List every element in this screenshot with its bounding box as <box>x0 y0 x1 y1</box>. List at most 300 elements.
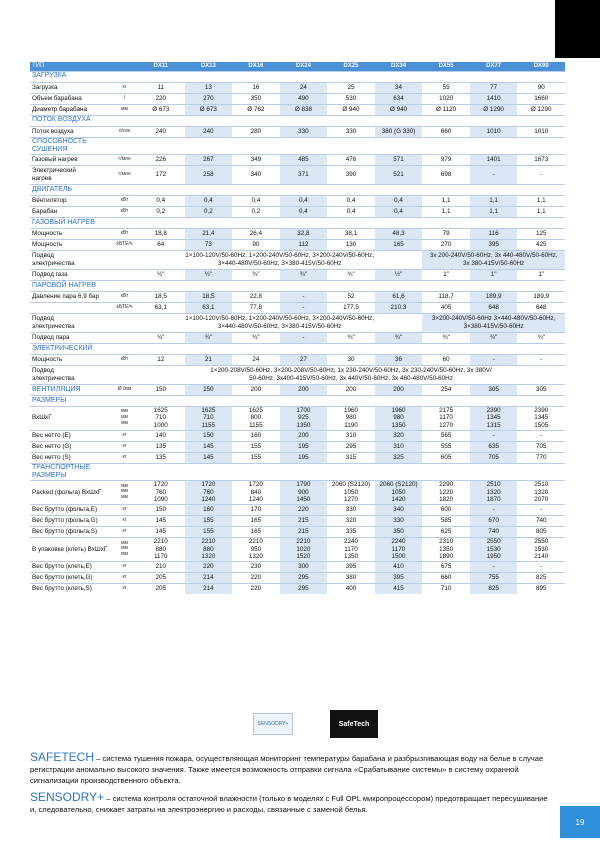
value-cell: 254 <box>422 384 470 395</box>
row-label: Подвод электричества <box>30 313 112 332</box>
row-unit: Ø /мм <box>112 384 137 395</box>
value-cell: 1,1 <box>517 195 565 206</box>
value-cell: 634 <box>375 93 423 104</box>
value-cell: 267 <box>185 154 233 165</box>
row-unit: мм мм мм <box>112 480 137 504</box>
value-cell: 165 <box>232 526 280 537</box>
value-cell: 214 <box>185 583 233 594</box>
value-cell: 1010 <box>470 126 518 137</box>
table-row <box>30 302 565 313</box>
value-cell: 112 <box>280 239 328 250</box>
sensodry-logo: SENSODRY+ <box>253 713 293 735</box>
value-cell: 52 <box>327 291 375 302</box>
value-cell: 25 <box>327 82 375 93</box>
table-row <box>30 526 565 537</box>
row-label: Подвод пара <box>30 332 112 343</box>
row-unit: кг <box>112 504 137 515</box>
value-cell: 0,4 <box>375 195 423 206</box>
value-cell: 77,8 <box>232 302 280 313</box>
section-title: РАЗМЕРЫ <box>30 395 565 406</box>
table-row <box>30 384 565 395</box>
value-cell: 220 <box>232 583 280 594</box>
section-title: ТРАНСПОРТНЫЕ РАЗМЕРЫ <box>30 463 565 480</box>
value-cell: 270 <box>422 239 470 250</box>
value-cell: 1" <box>422 269 470 280</box>
row-unit: кВт <box>112 206 137 217</box>
value-cell: 648 <box>470 302 518 313</box>
value-cell: 670 <box>470 515 518 526</box>
value-cell: 21,4 <box>185 228 233 239</box>
value-cell: 1,1 <box>517 206 565 217</box>
value-cell: 340 <box>375 504 423 515</box>
section-title: ЗАГРУЗКА <box>30 71 565 82</box>
value-cell: 172 <box>137 165 185 184</box>
section-row <box>30 71 565 82</box>
value-cell: 2210 880 1320 <box>185 537 233 561</box>
value-cell: 330 <box>327 504 375 515</box>
row-unit: л/сек <box>112 126 137 137</box>
value-cell: 280 <box>232 126 280 137</box>
value-cell: 600 <box>422 504 470 515</box>
row-label: Поток воздуха <box>30 126 112 137</box>
value-cell: 415 <box>375 583 423 594</box>
value-cell: 18,5 <box>185 291 233 302</box>
value-cell: ¾" <box>422 332 470 343</box>
value-cell: 1720 840 1240 <box>232 480 280 504</box>
value-cell: 32,8 <box>280 228 328 239</box>
value-cell: 2210 950 1320 <box>232 537 280 561</box>
value-cell: 0,4 <box>375 206 423 217</box>
row-unit: кг <box>112 430 137 441</box>
table-row <box>30 406 565 430</box>
value-cell: 226 <box>137 154 185 165</box>
value-cell: 118,7 <box>422 291 470 302</box>
value-cell: 48,3 <box>375 228 423 239</box>
value-cell: 2390 1345 1315 <box>470 406 518 430</box>
value-cell: Ø 673 <box>185 104 233 115</box>
row-label: Подвод электричества <box>30 365 112 384</box>
value-cell: 200 <box>375 384 423 395</box>
value-cell: - <box>280 332 328 343</box>
value-cell: 390 <box>327 165 375 184</box>
row-label: Электрический нагрев <box>30 165 112 184</box>
value-cell: 210 <box>137 561 185 572</box>
value-cell: 295 <box>327 441 375 452</box>
value-cell: 1960 980 1190 <box>327 406 375 430</box>
value-cell: 150 <box>137 504 185 515</box>
value-cell: 0,4 <box>280 195 328 206</box>
value-cell: 330 <box>375 515 423 526</box>
value-cell: 400 <box>327 583 375 594</box>
header-model: DX16 <box>232 62 280 71</box>
value-cell: 155 <box>232 441 280 452</box>
value-cell: 200 <box>280 430 328 441</box>
value-cell: 0,4 <box>137 195 185 206</box>
table-row <box>30 104 565 115</box>
row-unit: kБТЕ/ч <box>112 302 137 313</box>
value-cell: 270 <box>185 93 233 104</box>
value-cell: 1" <box>517 269 565 280</box>
value-cell: 150 <box>185 384 233 395</box>
value-cell: Ø 940 <box>327 104 375 115</box>
value-cell: 979 <box>422 154 470 165</box>
section-row <box>30 217 565 228</box>
row-label: Вес брутто (фольга,E) <box>30 504 112 515</box>
value-cell: 150 <box>137 384 185 395</box>
row-label: Вес нетто (G) <box>30 441 112 452</box>
value-cell: 490 <box>280 93 328 104</box>
header-model: DX34 <box>375 62 423 71</box>
value-cell: 2060 (S2120) 1050 1420 <box>375 480 423 504</box>
value-cell: 140 <box>137 430 185 441</box>
table-row <box>30 165 565 184</box>
value-cell: 521 <box>375 165 423 184</box>
value-cell: 410 <box>375 561 423 572</box>
value-cell: 0,4 <box>185 195 233 206</box>
value-cell: 1410 <box>470 93 518 104</box>
row-unit: кВт <box>112 291 137 302</box>
value-cell: 571 <box>375 154 423 165</box>
row-unit: мм мм мм <box>112 406 137 430</box>
table-row <box>30 206 565 217</box>
value-cell: 0,2 <box>185 206 233 217</box>
table-row <box>30 452 565 463</box>
value-cell: 895 <box>517 583 565 594</box>
value-cell: 1625 710 1000 <box>137 406 185 430</box>
section-title: ПАРОВОЙ НАГРЕВ <box>30 280 565 291</box>
value-cell: ¾" <box>327 332 375 343</box>
value-cell: 2060 (S2120) 1050 1270 <box>327 480 375 504</box>
value-cell: 340 <box>232 165 280 184</box>
value-cell: ¾" <box>232 269 280 280</box>
row-label: ВхШхГ <box>30 406 112 430</box>
row-unit: кг <box>112 82 137 93</box>
row-unit: l <box>112 93 137 104</box>
value-cell: 349 <box>232 154 280 165</box>
logo-strip <box>0 706 600 746</box>
table-row <box>30 441 565 452</box>
value-cell: Ø 1290 <box>470 104 518 115</box>
row-label: Мощность <box>30 228 112 239</box>
value-cell: 705 <box>470 452 518 463</box>
value-cell: - <box>517 430 565 441</box>
value-cell: 79 <box>422 228 470 239</box>
value-cell: 1,1 <box>470 206 518 217</box>
value-cell: - <box>517 561 565 572</box>
value-cell: 320 <box>375 430 423 441</box>
value-cell: ½" <box>375 269 423 280</box>
value-cell: - <box>517 165 565 184</box>
table-row <box>30 583 565 594</box>
section-row <box>30 395 565 406</box>
value-cell: 170 <box>232 504 280 515</box>
value-cell: Ø 762 <box>232 104 280 115</box>
value-cell: 1,1 <box>470 195 518 206</box>
row-unit: кг <box>112 561 137 572</box>
value-cell: 675 <box>422 561 470 572</box>
value-cell: 135 <box>137 441 185 452</box>
value-cell: 177,5 <box>327 302 375 313</box>
section-title: СПОСОБНОСТЬ СУШЕНИЯ <box>30 137 565 154</box>
value-cell: 2240 1170 1350 <box>327 537 375 561</box>
value-cell: 2510 1320 2070 <box>517 480 565 504</box>
value-cell: 1673 <box>517 154 565 165</box>
value-cell: 30 <box>327 354 375 365</box>
value-cell: ½" <box>185 269 233 280</box>
row-label: Вес брутто (фольга,G) <box>30 515 112 526</box>
value-cell: 24 <box>232 354 280 365</box>
value-cell: 825 <box>470 583 518 594</box>
value-cell: 11 <box>137 82 185 93</box>
value-cell: 150 <box>185 430 233 441</box>
row-label: Объем барабана <box>30 93 112 104</box>
value-cell: 335 <box>327 526 375 537</box>
table-row <box>30 239 565 250</box>
row-label: Вес нетто (S) <box>30 452 112 463</box>
sensodry-text: – система контроля остаточной влажности (только в моделях с Full OPL микропроцессором) предотвращает пересушивание и, следовательно, снижает затраты на электроэнергию и расходы, связанные с заменой белья. <box>30 794 548 814</box>
value-cell: 325 <box>375 452 423 463</box>
spanned-value: 1×100-120V/50-60Hz, 1×200-240V/50-60Hz, 3×200-240V/50-60Hz, 3×440-480V/50-60Hz, 3×380-415V/50-60Hz <box>137 250 422 269</box>
table-row <box>30 126 565 137</box>
value-cell: 310 <box>375 441 423 452</box>
row-unit: кВт <box>112 354 137 365</box>
value-cell: 165 <box>375 239 423 250</box>
value-cell: - <box>517 354 565 365</box>
section-row <box>30 343 565 354</box>
spanned-value: 3x 200-240V/50-60Hz, 3x 440-480V/50-60Hz, 3x 380-415V/50-60Hz <box>422 250 565 269</box>
row-label: Давление пара 6,9 бар <box>30 291 112 302</box>
table-row <box>30 291 565 302</box>
value-cell: 698 <box>422 165 470 184</box>
value-cell: 1,1 <box>422 206 470 217</box>
row-label: Газовый нагрев <box>30 154 112 165</box>
value-cell: 125 <box>517 228 565 239</box>
value-cell: 155 <box>232 452 280 463</box>
value-cell: 425 <box>517 239 565 250</box>
row-unit: кг <box>112 515 137 526</box>
value-cell: 77 <box>470 82 518 93</box>
value-cell: 825 <box>517 572 565 583</box>
value-cell: ¾" <box>232 332 280 343</box>
value-cell: 585 <box>422 515 470 526</box>
row-unit <box>112 365 137 384</box>
value-cell: 0,4 <box>327 195 375 206</box>
table-row <box>30 515 565 526</box>
value-cell: 145 <box>137 515 185 526</box>
row-label: Вес брутто (фольга,S) <box>30 526 112 537</box>
value-cell: 240 <box>185 126 233 137</box>
value-cell: 660 <box>422 126 470 137</box>
row-label: Загрузка <box>30 82 112 93</box>
row-unit: г/мин <box>112 165 137 184</box>
value-cell: - <box>470 504 518 515</box>
sensodry-heading: SENSODRY+ <box>30 790 105 804</box>
value-cell: 12 <box>137 354 185 365</box>
value-cell: 0,4 <box>280 206 328 217</box>
value-cell: 405 <box>422 302 470 313</box>
corner-block <box>555 0 600 58</box>
safetech-logo: SafeTech <box>330 710 378 738</box>
value-cell: 160 <box>232 430 280 441</box>
row-unit: кг <box>112 572 137 583</box>
value-cell: 189,9 <box>517 291 565 302</box>
value-cell: 205 <box>137 572 185 583</box>
value-cell: 1" <box>470 269 518 280</box>
value-cell: 295 <box>280 572 328 583</box>
value-cell: 0,4 <box>327 206 375 217</box>
row-label: Подвод газа <box>30 269 112 280</box>
section-row <box>30 463 565 480</box>
value-cell: 2550 1530 2140 <box>517 537 565 561</box>
safetech-note <box>30 752 550 786</box>
value-cell: 145 <box>137 526 185 537</box>
value-cell: 710 <box>422 583 470 594</box>
value-cell: ¾" <box>517 332 565 343</box>
value-cell: 200 <box>280 384 328 395</box>
row-label: Подвод электричества <box>30 250 112 269</box>
value-cell: 1625 800 1155 <box>232 406 280 430</box>
value-cell: 258 <box>185 165 233 184</box>
value-cell: 485 <box>280 154 328 165</box>
value-cell: 395 <box>375 572 423 583</box>
header-type-label: ТИП <box>30 62 137 71</box>
table-row <box>30 313 565 332</box>
spec-table <box>30 62 565 594</box>
value-cell: ¾" <box>375 332 423 343</box>
value-cell: 1960 980 1350 <box>375 406 423 430</box>
value-cell: 2210 880 1170 <box>137 537 185 561</box>
row-unit: г/мин <box>112 154 137 165</box>
header-model: DX13 <box>185 62 233 71</box>
row-unit: кг <box>112 526 137 537</box>
header-model: DX24 <box>280 62 328 71</box>
value-cell: 73 <box>185 239 233 250</box>
value-cell: 1700 925 1350 <box>280 406 328 430</box>
row-unit: кг <box>112 452 137 463</box>
value-cell: 740 <box>470 526 518 537</box>
table-row <box>30 354 565 365</box>
value-cell: 215 <box>280 515 328 526</box>
value-cell: 160 <box>185 504 233 515</box>
value-cell: 740 <box>517 515 565 526</box>
row-label: Вес брутто (клеть,S) <box>30 583 112 594</box>
value-cell: - <box>470 165 518 184</box>
value-cell: 21 <box>185 354 233 365</box>
table-row <box>30 365 565 384</box>
value-cell: 555 <box>422 441 470 452</box>
value-cell: 155 <box>185 526 233 537</box>
value-cell: 295 <box>280 583 328 594</box>
spanned-value: 1×200-208V/50-60Hz, 3×200-208V/50-60Hz, 1x 230-240V/50-60Hz, 3x 230-240V/50-60Hz, 3x 380V/ 50-60Hz, 3x400-415V/50-60Hz, 3x 440V/50-60Hz, 3x 460-480V/50-60Hz <box>137 365 565 384</box>
value-cell: 476 <box>327 154 375 165</box>
value-cell: - <box>517 504 565 515</box>
value-cell: 350 <box>375 526 423 537</box>
value-cell: 330 <box>327 126 375 137</box>
value-cell: 1625 710 1155 <box>185 406 233 430</box>
value-cell: 320 <box>327 515 375 526</box>
value-cell: 90 <box>232 239 280 250</box>
value-cell: - <box>470 430 518 441</box>
header-model: DX11 <box>137 62 185 71</box>
row-label: Диаметр барабана <box>30 104 112 115</box>
value-cell: 63,1 <box>185 302 233 313</box>
value-cell: 2550 1530 1950 <box>470 537 518 561</box>
table-row <box>30 572 565 583</box>
row-label: Вес брутто (клеть,G) <box>30 572 112 583</box>
value-cell: 130 <box>327 239 375 250</box>
value-cell: 116 <box>470 228 518 239</box>
value-cell: 660 <box>422 572 470 583</box>
value-cell: 220 <box>232 572 280 583</box>
value-cell: 605 <box>422 452 470 463</box>
safetech-heading: SAFETECH <box>30 750 95 764</box>
value-cell: 755 <box>470 572 518 583</box>
row-label: Барабан <box>30 206 112 217</box>
value-cell: 60 <box>422 354 470 365</box>
value-cell: 38,1 <box>327 228 375 239</box>
value-cell: 1720 760 1090 <box>137 480 185 504</box>
value-cell: 625 <box>422 526 470 537</box>
value-cell: 1720 760 1240 <box>185 480 233 504</box>
value-cell: 2240 1170 1500 <box>375 537 423 561</box>
table-row <box>30 269 565 280</box>
row-label <box>30 302 112 313</box>
value-cell: 635 <box>470 441 518 452</box>
table-row <box>30 561 565 572</box>
value-cell: Ø 1290 <box>517 104 565 115</box>
value-cell: 220 <box>280 504 328 515</box>
value-cell: ¾" <box>470 332 518 343</box>
table-row <box>30 250 565 269</box>
row-label: Мощность <box>30 239 112 250</box>
section-title: ПОТОК ВОЗДУХА <box>30 115 565 126</box>
header-model: DX90 <box>517 62 565 71</box>
value-cell: 0,2 <box>232 206 280 217</box>
value-cell: 1010 <box>517 126 565 137</box>
value-cell: 2175 1170 1270 <box>422 406 470 430</box>
value-cell: 195 <box>280 441 328 452</box>
value-cell: ¾" <box>185 332 233 343</box>
value-cell: 395 <box>470 239 518 250</box>
section-row <box>30 137 565 154</box>
spanned-value: 3×200-240V/50-60Hz 3×440-480V/50-60Hz, 3×380-415V/50-60Hz <box>422 313 565 332</box>
safetech-text: – система тушения пожара, осуществляющая мониторинг температуры барабана и разбрызгивающая воду на белье в случае регистрации аномально высокого значения. Также имеется возможность отправки сигнала «Срабатывание системы» в систему охранной сигнализации производственного объекта. <box>30 754 544 785</box>
value-cell: 1,1 <box>422 195 470 206</box>
value-cell: 26,4 <box>232 228 280 239</box>
value-cell: 24 <box>280 82 328 93</box>
value-cell: 310 <box>327 430 375 441</box>
value-cell: 210,3 <box>375 302 423 313</box>
row-label: Вес брутто (клеть,E) <box>30 561 112 572</box>
value-cell: 1660 <box>517 93 565 104</box>
value-cell: 13 <box>185 82 233 93</box>
value-cell: 64 <box>137 239 185 250</box>
section-title: ГАЗОВЫЙ НАГРЕВ <box>30 217 565 228</box>
row-unit: мм мм мм <box>112 537 137 561</box>
row-label: ВЕНТИЛЯЦИЯ <box>30 384 112 395</box>
value-cell: 90 <box>517 82 565 93</box>
table-row <box>30 82 565 93</box>
value-cell: ½" <box>137 269 185 280</box>
table-row <box>30 430 565 441</box>
value-cell: ¾" <box>280 269 328 280</box>
value-cell: 34 <box>375 82 423 93</box>
value-cell: 165 <box>232 515 280 526</box>
value-cell: 1020 <box>422 93 470 104</box>
row-label: В упаковке (клеть) ВхШхГ <box>30 537 112 561</box>
value-cell: 1790 900 1450 <box>280 480 328 504</box>
table-row <box>30 504 565 515</box>
